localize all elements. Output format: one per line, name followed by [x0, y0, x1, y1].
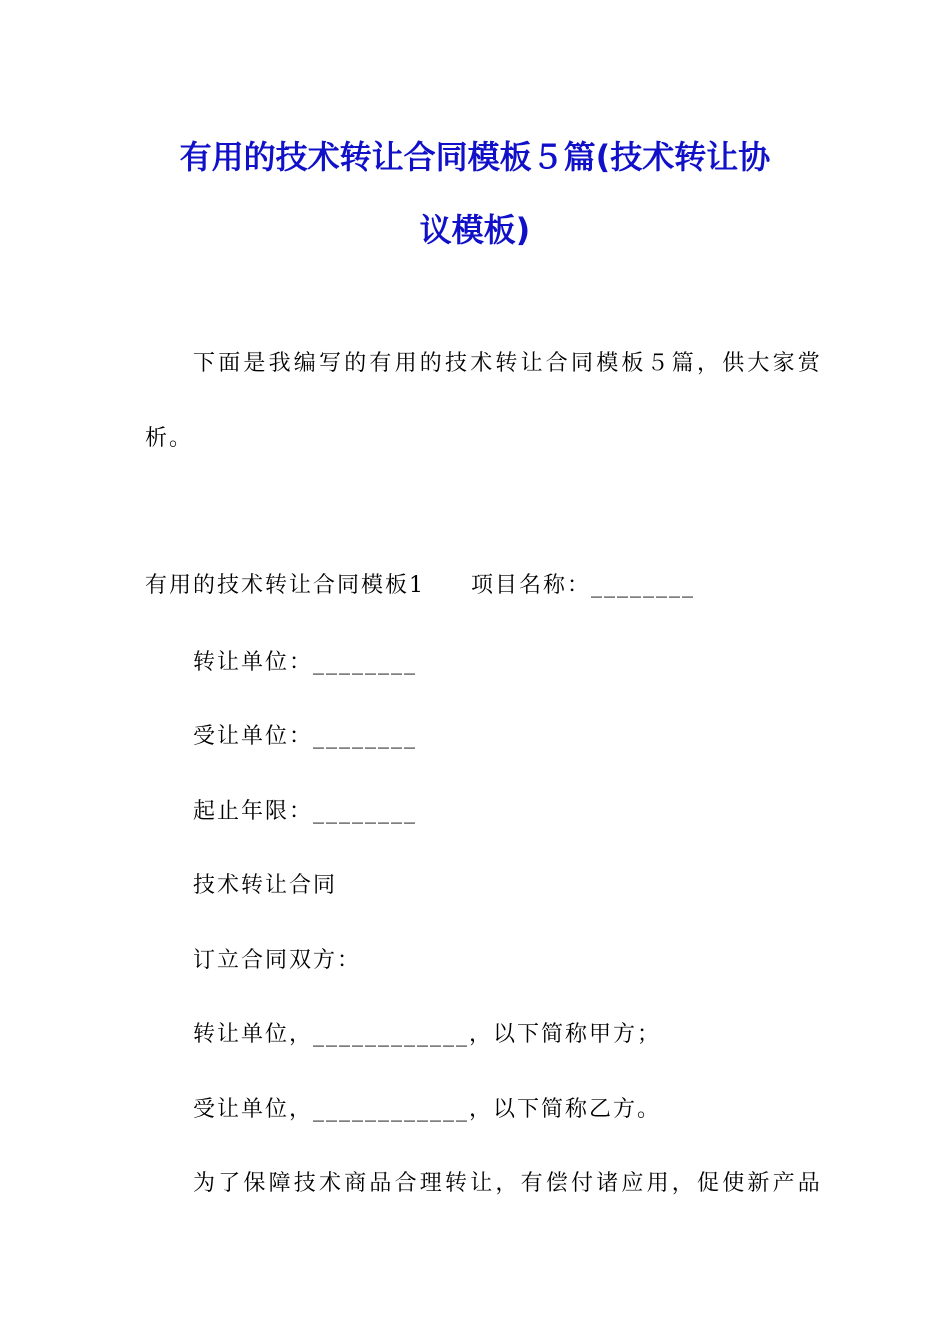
- purpose-paragraph-line: 为了保障技术商品合理转让，有偿付诸应用，促使新产品: [193, 1171, 824, 1196]
- party-a-line: 转让单位，____________，以下简称甲方；: [193, 1022, 662, 1047]
- contract-title: 技术转让合同: [193, 873, 338, 898]
- contract-parties-label: 订立合同双方：: [193, 948, 362, 973]
- term-field: 起止年限：________: [193, 799, 418, 824]
- project-name-field: 项目名称：________: [471, 573, 696, 598]
- transferor-unit-field: 转让单位：________: [193, 650, 418, 675]
- transferee-unit-field: 受让单位：________: [193, 724, 418, 749]
- document-title-line-2: 议模板): [419, 211, 531, 249]
- intro-paragraph-line-1: 下面是我编写的有用的技术转让合同模板５篇，供大家赏: [193, 351, 824, 376]
- party-b-line: 受让单位，____________，以下简称乙方。: [193, 1097, 662, 1122]
- document-title-line-1: 有用的技术转让合同模板５篇(技术转让协: [179, 138, 771, 176]
- intro-paragraph-line-2: 析。: [145, 426, 194, 451]
- template-heading-row: [145, 568, 695, 599]
- template-heading: 有用的技术转让合同模板1: [145, 573, 425, 598]
